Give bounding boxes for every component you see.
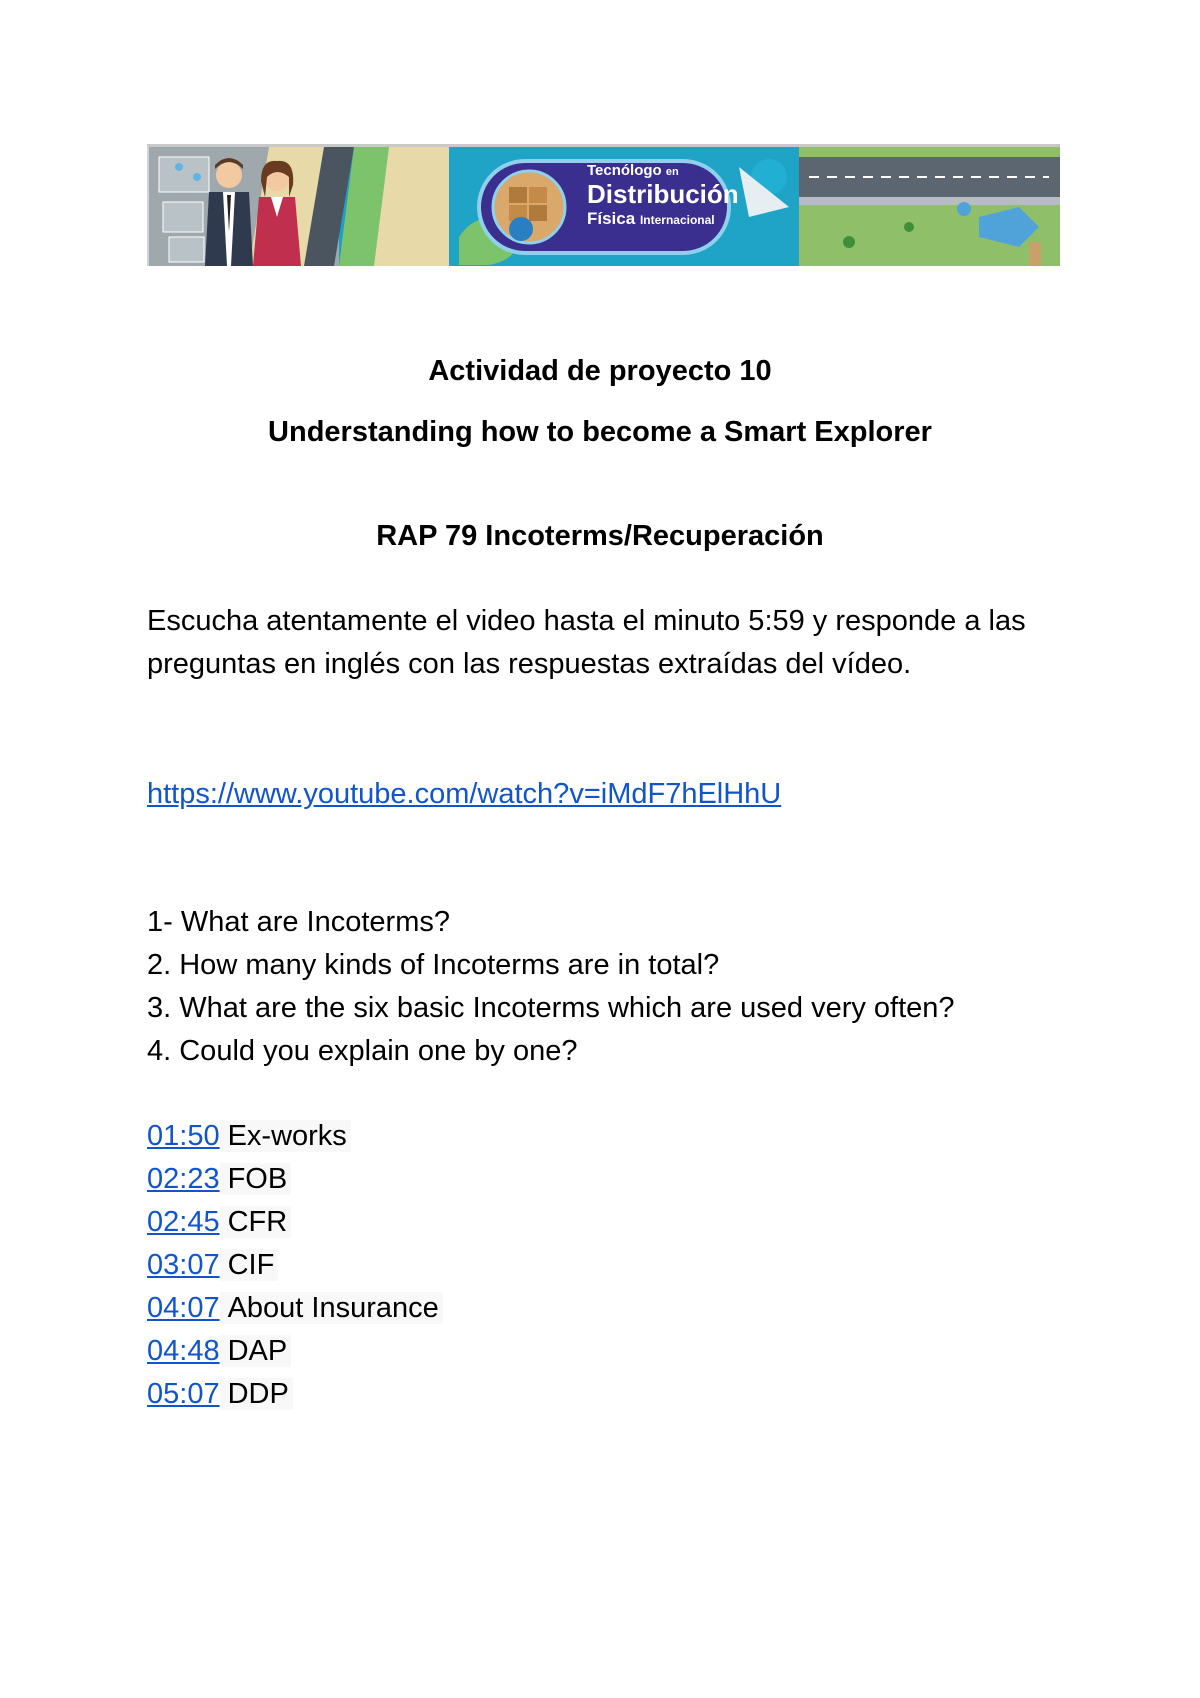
banner-line3-small: Internacional: [639, 213, 715, 227]
timestamp-label: DAP: [220, 1335, 292, 1367]
header-banner: [147, 144, 1060, 266]
banner-line3: Física: [587, 209, 636, 228]
banner-line2: Distribución: [587, 179, 739, 209]
video-link-paragraph: [147, 773, 1067, 816]
timestamp-link[interactable]: 01:50: [147, 1120, 220, 1152]
page-title: Actividad de proyecto 10: [428, 355, 772, 387]
rap-heading: RAP 79 Incoterms/Recuperación: [376, 520, 824, 552]
timestamp-row: [147, 1373, 293, 1416]
instructions-paragraph: Escucha atentamente el video hasta el minuto 5:59 y responde a las preguntas en inglés con las respuestas extraídas del vídeo.: [147, 605, 1026, 680]
timestamp-link[interactable]: 04:07: [147, 1292, 220, 1324]
page-subtitle: Understanding how to become a Smart Explorer: [268, 416, 932, 448]
question-1: 1- What are Incoterms?: [147, 906, 450, 938]
timestamp-link[interactable]: 02:23: [147, 1163, 220, 1195]
timestamp-row: [147, 1115, 351, 1158]
timestamp-row: [147, 1158, 291, 1201]
timestamp-link[interactable]: 03:07: [147, 1249, 220, 1281]
banner-line1-small: en: [665, 166, 679, 178]
video-link[interactable]: https://www.youtube.com/watch?v=iMdF7hElHhU: [147, 778, 782, 810]
banner-badge-text: [587, 162, 739, 228]
timestamp-link[interactable]: 04:48: [147, 1335, 220, 1367]
timestamp-label: DDP: [220, 1378, 293, 1410]
question-4: 4. Could you explain one by one?: [147, 1035, 578, 1067]
timestamp-row: [147, 1330, 291, 1373]
timestamp-row: [147, 1287, 443, 1330]
timestamp-row: [147, 1244, 278, 1287]
timestamp-link[interactable]: 02:45: [147, 1206, 220, 1238]
banner-line1: Tecnólogo: [587, 162, 662, 179]
question-3: 3. What are the six basic Incoterms which are used very often?: [147, 992, 955, 1024]
timestamp-label: CIF: [220, 1249, 279, 1281]
timestamp-label: CFR: [220, 1206, 292, 1238]
timestamp-link[interactable]: 05:07: [147, 1378, 220, 1410]
question-2: 2. How many kinds of Incoterms are in total?: [147, 949, 720, 981]
timestamp-row: [147, 1201, 291, 1244]
timestamp-label: About Insurance: [220, 1292, 443, 1324]
timestamp-label: FOB: [220, 1163, 292, 1195]
timestamp-label: Ex-works: [220, 1120, 351, 1152]
